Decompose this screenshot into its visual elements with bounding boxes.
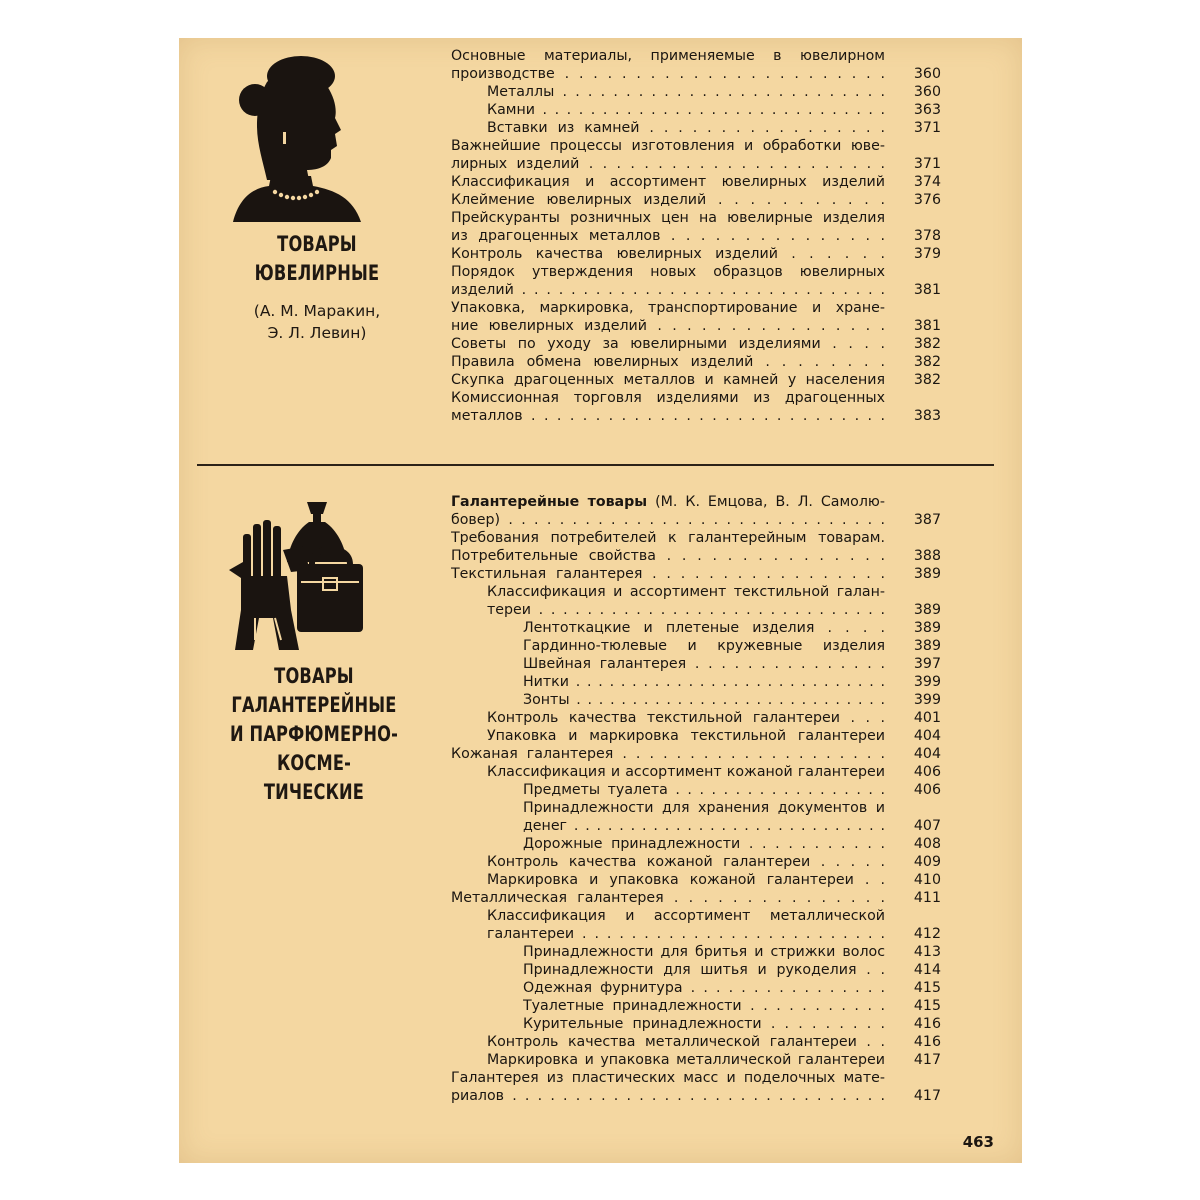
toc-entry-title [451,155,941,173]
toc-entry-text: из драгоценных металлов . . . . . . . . . . . . . . . [451,228,885,244]
toc-entry-text: риалов . . . . . . . . . . . . . . . . . . . . . . . . . . . . . . [451,1088,885,1104]
toc-entry [487,83,941,101]
toc-entry-text: Лентоткацкие и плетеные изделия . . . . [523,620,885,636]
toc-entry-title [451,227,941,245]
toc-entry-text: Галантерея из пластических масс и поделочных мате- [451,1070,885,1086]
toc-entry-page: 401 [913,710,941,726]
toc-entry [487,583,941,601]
toc-entry-text: Предметы туалета . . . . . . . . . . . . . . . . . . [523,782,885,798]
toc-entry-text: Туалетные принадлежности . . . . . . . . . . . [523,998,885,1014]
toc-entry-title [451,493,941,511]
toc-entry-page: 360 [913,66,941,82]
toc-entry-text: (М. К. Емцова, В. Л. Самолю- [647,494,885,510]
toc-haberdashery [451,493,941,1105]
toc-entry [487,1051,941,1069]
toc-entry-text: Контроль качества металлической галантереи . . [487,1034,885,1050]
toc-entry [523,799,941,817]
toc-entry-text: Зонты . . . . . . . . . . . . . . . . . . . . . . . . . . . . [523,692,885,708]
toc-entry-text: Швейная галантерея . . . . . . . . . . . . . . . [523,656,885,672]
toc-entry-title [487,727,941,745]
toc-entry-title [451,547,941,565]
toc-entry-text: Металлы . . . . . . . . . . . . . . . . . . . . . . . . . . [487,84,885,100]
toc-entry-page: 406 [913,764,941,780]
toc-entry [451,317,941,335]
toc-entry-text: бовер) . . . . . . . . . . . . . . . . . . . . . . . . . . . . . . [451,512,885,528]
toc-entry-page: 411 [913,890,941,906]
toc-entry [451,371,941,389]
toc-entry-title [487,853,941,871]
toc-entry-title [451,299,941,317]
toc-entry-title [451,137,941,155]
toc-entry [487,709,941,727]
section-title: ТОВАРЫ ГАЛАНТЕРЕЙНЫЕ И ПАРФЮМЕРНО-КОСМЕ- ТИЧЕСКИЕ [229,664,399,804]
toc-entry-title [487,119,941,137]
toc-entry [487,871,941,889]
toc-entry-page: 382 [913,336,941,352]
toc-entry-text: Курительные принадлежности . . . . . . . . . [523,1016,885,1032]
toc-entry [487,1033,941,1051]
toc-entry-title [451,745,941,763]
gloves-perfume-handbag-icon [225,500,375,650]
toc-entry-title [487,601,941,619]
toc-entry [451,407,941,425]
toc-entry [523,619,941,637]
toc-entry [523,691,941,709]
toc-entry-bold-title: Галантерейные товары [451,494,648,510]
toc-entry-title [487,1051,941,1069]
toc-entry-text: производстве . . . . . . . . . . . . . . . . . . . . . . . [451,66,885,82]
toc-entry-title [451,245,941,263]
toc-entry-text: Дорожные принадлежности . . . . . . . . . . . [523,836,885,852]
toc-entry-title [487,709,941,727]
toc-entry [487,925,941,943]
toc-entry [451,889,941,907]
toc-entry-title [523,961,941,979]
toc-entry-text: Классификация и ассортимент кожаной галантереи [487,764,885,780]
toc-entry-text: Правила обмена ювелирных изделий . . . . . . . . [451,354,885,370]
toc-entry-text: Классификация и ассортимент ювелирных изделий [451,174,885,190]
toc-entry-page: 407 [913,818,941,834]
toc-entry [523,997,941,1015]
toc-entry-title [487,871,941,889]
toc-entry [451,511,941,529]
toc-entry-title [523,673,941,691]
toc-entry-page: 376 [913,192,941,208]
toc-entry-title [523,637,941,655]
toc-entry-page: 414 [913,962,941,978]
toc-entry [451,493,941,511]
toc-entry-page: 388 [913,548,941,564]
toc-entry-text: Одежная фурнитура . . . . . . . . . . . . . . . . [523,980,885,996]
toc-entry-page: 399 [913,674,941,690]
toc-entry [487,907,941,925]
toc-entry-page: 379 [913,246,941,262]
toc-entry-text: изделий . . . . . . . . . . . . . . . . . . . . . . . . . . . . . . [451,282,885,298]
toc-entry-text: Камни . . . . . . . . . . . . . . . . . . . . . . . . . . . . . [487,102,885,118]
toc-entry-text: Упаковка и маркировка текстильной галантереи [487,728,885,744]
page-number: 463 [962,1133,994,1151]
woman-silhouette-icon [227,52,367,222]
toc-entry-title [451,389,941,407]
toc-entry [451,353,941,371]
toc-entry-text: Основные материалы, применяемые в ювелирном [451,48,885,64]
toc-entry-text: Контроль качества ювелирных изделий . . . . . . [451,246,885,262]
toc-entry-title [451,511,941,529]
toc-entry-text: Принадлежности для шитья и рукоделия . . [523,962,885,978]
toc-entry-page: 415 [913,980,941,996]
toc-entry [451,547,941,565]
toc-entry-title [523,1015,941,1033]
toc-entry-title [451,65,941,83]
toc-entry-page: 371 [913,120,941,136]
toc-entry [451,1069,941,1087]
toc-entry-text: денег . . . . . . . . . . . . . . . . . . . . . . . . . . . . [523,818,885,834]
toc-entry [523,817,941,835]
toc-entry-page: 409 [913,854,941,870]
toc-entry [523,673,941,691]
toc-entry-page: 406 [913,782,941,798]
section-divider [197,464,994,466]
toc-entry-title [523,997,941,1015]
toc-entry [451,1087,941,1105]
toc-entry-text: Комиссионная торговля изделиями из драгоценных [451,390,885,406]
section-authors: (А. М. Маракин, Э. Л. Левин) [253,302,381,342]
toc-entry-title [523,655,941,673]
toc-entry-page: 410 [913,872,941,888]
toc-entry-title [451,1087,941,1105]
toc-entry [451,245,941,263]
toc-entry-text: Советы по уходу за ювелирными изделиями . . . . [451,336,885,352]
toc-entry [523,655,941,673]
toc-entry-page: 417 [913,1052,941,1068]
toc-entry-page: 404 [913,746,941,762]
toc-entry-page: 416 [913,1016,941,1032]
toc-entry-text: Нитки . . . . . . . . . . . . . . . . . . . . . . . . . . . . [523,674,885,690]
toc-entry-title [487,101,941,119]
toc-entry-title [523,799,941,817]
toc-entry [451,173,941,191]
toc-entry-title [451,47,941,65]
toc-entry-text: Маркировка и упаковка кожаной галантереи . . [487,872,885,888]
toc-entry-title [451,529,941,547]
toc-entry-title [451,209,941,227]
toc-entry [523,637,941,655]
toc-entry [451,745,941,763]
toc-entry-title [487,907,941,925]
toc-entry [451,565,941,583]
book-page [179,38,1022,1163]
toc-entry-title [487,925,941,943]
toc-entry-text: Классификация и ассортимент металлической [487,908,885,924]
toc-entry [523,943,941,961]
toc-entry-page: 417 [913,1088,941,1104]
toc-entry [487,763,941,781]
toc-entry-title [487,83,941,101]
toc-entry-text: Металлическая галантерея . . . . . . . . . . . . . . . [451,890,885,906]
toc-entry-title [523,979,941,997]
toc-entry-page: 378 [913,228,941,244]
toc-entry-text: Требования потребителей к галантерейным товарам. [451,530,885,546]
toc-entry [487,601,941,619]
toc-entry-text: галантереи . . . . . . . . . . . . . . . . . . . . . . . . . [487,926,885,942]
toc-entry-text: Текстильная галантерея . . . . . . . . . . . . . . . . . [451,566,885,582]
toc-entry-text: Клеймение ювелирных изделий . . . . . . . . . . . [451,192,885,208]
toc-entry-page: 415 [913,998,941,1014]
toc-entry-text: Принадлежности для хранения документов и [523,800,885,816]
toc-entry-text: Маркировка и упаковка металлической галантереи [487,1052,885,1068]
section-heading-jewelry [217,230,417,344]
toc-entry-page: 389 [913,602,941,618]
toc-entry-title [523,619,941,637]
toc-entry [523,979,941,997]
toc-entry-text: Упаковка, маркировка, транспортирование и хране- [451,300,885,316]
toc-entry-page: 389 [913,620,941,636]
toc-entry-page: 374 [913,174,941,190]
toc-entry-text: металлов . . . . . . . . . . . . . . . . . . . . . . . . . . . . [451,408,885,424]
toc-entry [451,47,941,65]
toc-entry-title [451,1069,941,1087]
toc-entry-page: 408 [913,836,941,852]
toc-entry-text: Вставки из камней . . . . . . . . . . . . . . . . . [487,120,885,136]
toc-entry-page: 363 [913,102,941,118]
toc-entry-text: Кожаная галантерея . . . . . . . . . . . . . . . . . . . . [451,746,885,762]
toc-entry-text: Прейскуранты розничных цен на ювелирные изделия [451,210,885,226]
toc-entry [487,727,941,745]
toc-entry-text: ние ювелирных изделий . . . . . . . . . . . . . . . . [451,318,885,334]
toc-entry-title [451,281,941,299]
toc-entry-title [523,835,941,853]
toc-entry [523,961,941,979]
toc-entry [451,335,941,353]
toc-entry-title [523,943,941,961]
toc-jewelry [451,47,941,425]
section-title: ТОВАРЫ ЮВЕЛИРНЫЕ [254,232,380,285]
toc-entry-title [523,781,941,799]
toc-entry [487,119,941,137]
toc-entry [451,389,941,407]
toc-entry [523,1015,941,1033]
toc-entry-title [451,889,941,907]
toc-entry [451,137,941,155]
toc-entry-page: 360 [913,84,941,100]
toc-entry [487,101,941,119]
toc-entry-text: Контроль качества текстильной галантереи . . . [487,710,885,726]
toc-entry-title [487,763,941,781]
toc-entry-title [451,263,941,281]
section-heading-haberdashery [179,662,449,807]
toc-entry-page: 412 [913,926,941,942]
toc-entry-title [451,565,941,583]
toc-entry-page: 387 [913,512,941,528]
toc-entry-title [523,691,941,709]
toc-entry-page: 397 [913,656,941,672]
toc-entry-page: 389 [913,638,941,654]
toc-entry [451,65,941,83]
toc-entry [523,835,941,853]
toc-entry-text: Контроль качества кожаной галантереи . . . . . [487,854,885,870]
toc-entry-text: Принадлежности для бритья и стрижки волос [523,944,885,960]
toc-entry [451,281,941,299]
toc-entry-text: Гардинно-тюлевые и кружевные изделия [523,638,885,654]
toc-entry-page: 383 [913,408,941,424]
toc-entry-title [451,191,941,209]
toc-entry-text: тереи . . . . . . . . . . . . . . . . . . . . . . . . . . . . . [487,602,885,618]
toc-entry-title [451,317,941,335]
toc-entry-page: 399 [913,692,941,708]
toc-entry [451,263,941,281]
toc-entry-text: Классификация и ассортимент текстильной галан- [487,584,885,600]
toc-entry [487,853,941,871]
toc-entry-text: Порядок утверждения новых образцов ювелирных [451,264,885,280]
toc-entry-page: 404 [913,728,941,744]
toc-entry-title [451,173,941,191]
toc-entry [451,299,941,317]
toc-entry [451,529,941,547]
toc-entry-page: 389 [913,566,941,582]
toc-entry-page: 382 [913,354,941,370]
toc-entry-page: 371 [913,156,941,172]
toc-entry [451,191,941,209]
toc-entry-title [451,335,941,353]
toc-entry-title [487,583,941,601]
toc-entry [451,227,941,245]
toc-entry [451,209,941,227]
toc-entry-text: Скупка драгоценных металлов и камней у населения [451,372,885,388]
toc-entry [523,781,941,799]
toc-entry-page: 382 [913,372,941,388]
toc-entry [451,155,941,173]
toc-entry-page: 381 [913,282,941,298]
toc-entry-text: лирных изделий . . . . . . . . . . . . . . . . . . . . . . [451,156,885,172]
toc-entry-title [451,371,941,389]
toc-entry-title [451,353,941,371]
toc-entry-page: 381 [913,318,941,334]
toc-entry-text: Важнейшие процессы изготовления и обработки юве- [451,138,885,154]
toc-entry-text: Потребительные свойства . . . . . . . . . . . . . . . [451,548,885,564]
toc-entry-title [451,407,941,425]
toc-entry-page: 416 [913,1034,941,1050]
toc-entry-page: 413 [913,944,941,960]
toc-entry-title [487,1033,941,1051]
toc-entry-title [523,817,941,835]
